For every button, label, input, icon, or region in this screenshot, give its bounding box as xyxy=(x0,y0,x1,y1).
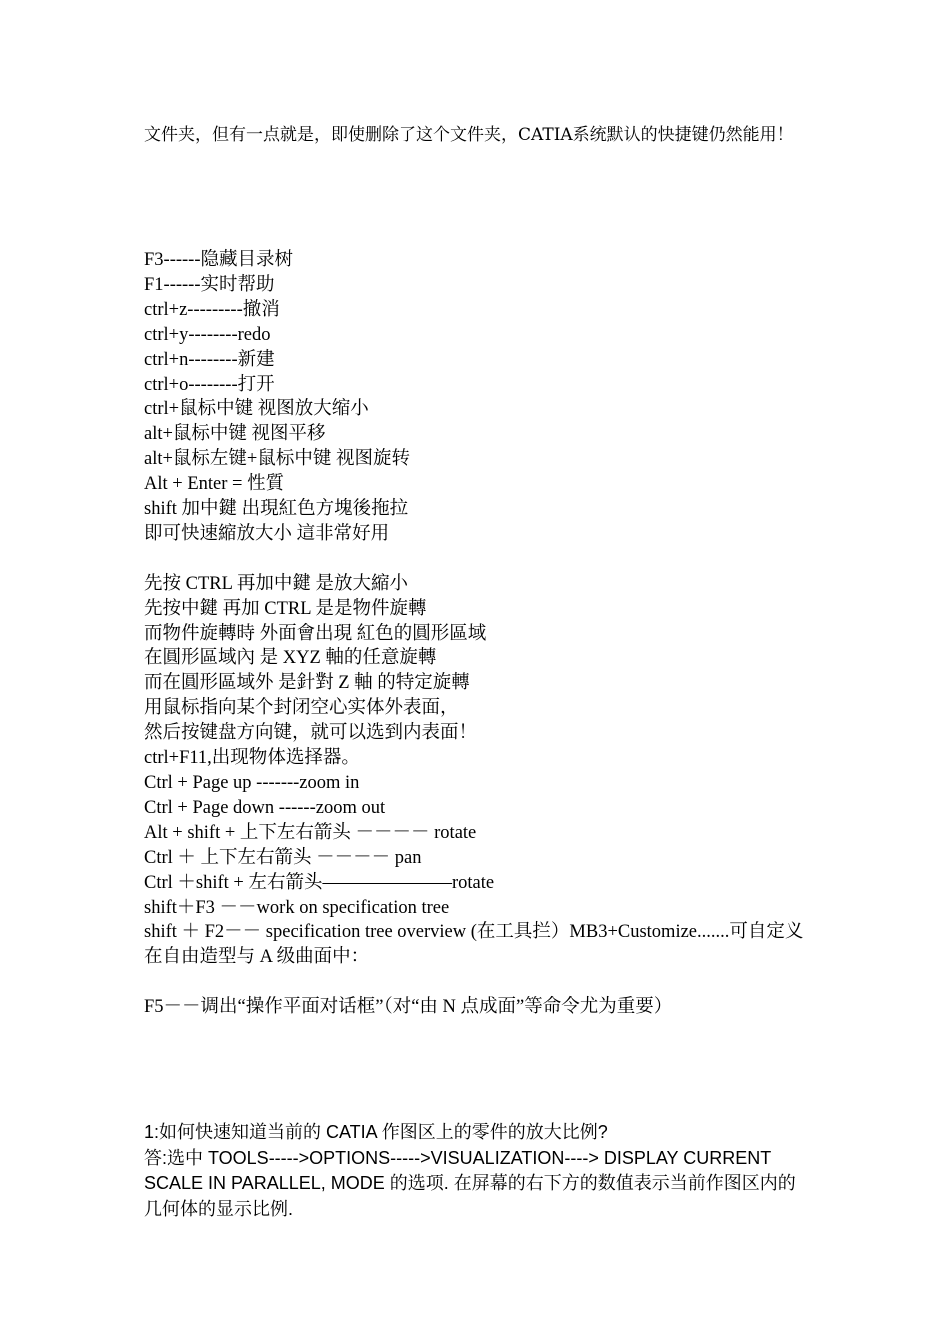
faq-question: 1:如何快速知道当前的 CATIA 作图区上的零件的放大比例? xyxy=(144,1122,608,1142)
mouse-note-line: ctrl+F11,出现物体选择器。 xyxy=(144,748,360,769)
shortcut-line: F3------隐藏目录树 xyxy=(144,250,294,270)
mouse-note-line: 用鼠标指向某个封闭空心实体外表面， xyxy=(144,698,459,719)
shortcut-line: ctrl+鼠标中键 视图放大缩小 xyxy=(144,399,369,420)
shortcut-list xyxy=(144,248,812,1020)
mouse-note-line: shift ＋ F2－－ specification tree overview (在工具拦）MB3+Customize.......可自定义 xyxy=(144,922,804,943)
mouse-note-line: Ctrl ＋shift + 左右箭头———————rotate xyxy=(144,872,495,893)
mouse-note-line: Ctrl + Page up -------zoom in xyxy=(144,773,360,794)
faq-block xyxy=(144,1120,812,1222)
mouse-note-line: 在圓形區域內 是 XYZ 軸的任意旋轉 xyxy=(144,648,437,669)
mouse-note-line: 而物件旋轉時 外面會出現 紅色的圓形區域 xyxy=(144,623,487,644)
shortcut-line: alt+鼠标左键+鼠标中键 视图旋转 xyxy=(144,449,410,470)
mouse-note-line: 在自由造型与 A 级曲面中： xyxy=(144,947,370,968)
shortcut-line: Alt + Enter = 性質 xyxy=(144,474,285,495)
shortcut-line: ctrl+o--------打开 xyxy=(144,374,275,395)
mouse-note-line: Ctrl + Page down ------zoom out xyxy=(144,797,386,818)
shortcut-line: ctrl+n--------新建 xyxy=(144,349,275,370)
shortcut-line: 即可快速縮放大小 這非常好用 xyxy=(144,523,390,544)
mouse-note-line: 而在圓形區域外 是針對 Z 軸 的特定旋轉 xyxy=(144,673,470,694)
f5-note: F5－－调出“操作平面对话框”（对“由 N 点成面”等命令尤为重要） xyxy=(144,997,673,1018)
blank-line xyxy=(144,547,812,572)
shortcut-line: ctrl+y--------redo xyxy=(144,324,271,345)
intro-block xyxy=(144,122,812,148)
intro-paragraph: 文件夹，但有一点就是，即使删除了这个文件夹，CATIA系统默认的快捷键仍然能用！ xyxy=(144,125,794,145)
shortcut-line: ctrl+z---------撤消 xyxy=(144,299,280,320)
mouse-note-line: Ctrl ＋ 上下左右箭头 －－－－ pan xyxy=(144,847,422,868)
mouse-note-line: shift＋F3 －－work on specification tree xyxy=(144,897,450,918)
shortcut-line: alt+鼠标中键 视图平移 xyxy=(144,424,326,445)
mouse-note-line: 然后按键盘方向键，就可以选到内表面！ xyxy=(144,723,478,744)
mouse-note-line: 先按 CTRL 再加中鍵 是放大縮小 xyxy=(144,573,408,594)
blank-line xyxy=(144,970,812,995)
shortcut-line: F1------实时帮助 xyxy=(144,274,275,295)
shortcut-line: shift 加中鍵 出現紅色方塊後拖拉 xyxy=(144,499,409,520)
mouse-note-line: Alt + shift + 上下左右箭头 －－－－ rotate xyxy=(144,822,477,843)
mouse-note-line: 先按中鍵 再加 CTRL 是是物件旋轉 xyxy=(144,598,427,619)
faq-answer: 答:选中 TOOLS----->OPTIONS----->VISUALIZATION----> DISPLAY CURRENT SCALE IN PARALLEL, MODE 的选项. 在屏幕的右下方的数值表示当前作图区内的几何体的显示比例. xyxy=(144,1147,796,1219)
